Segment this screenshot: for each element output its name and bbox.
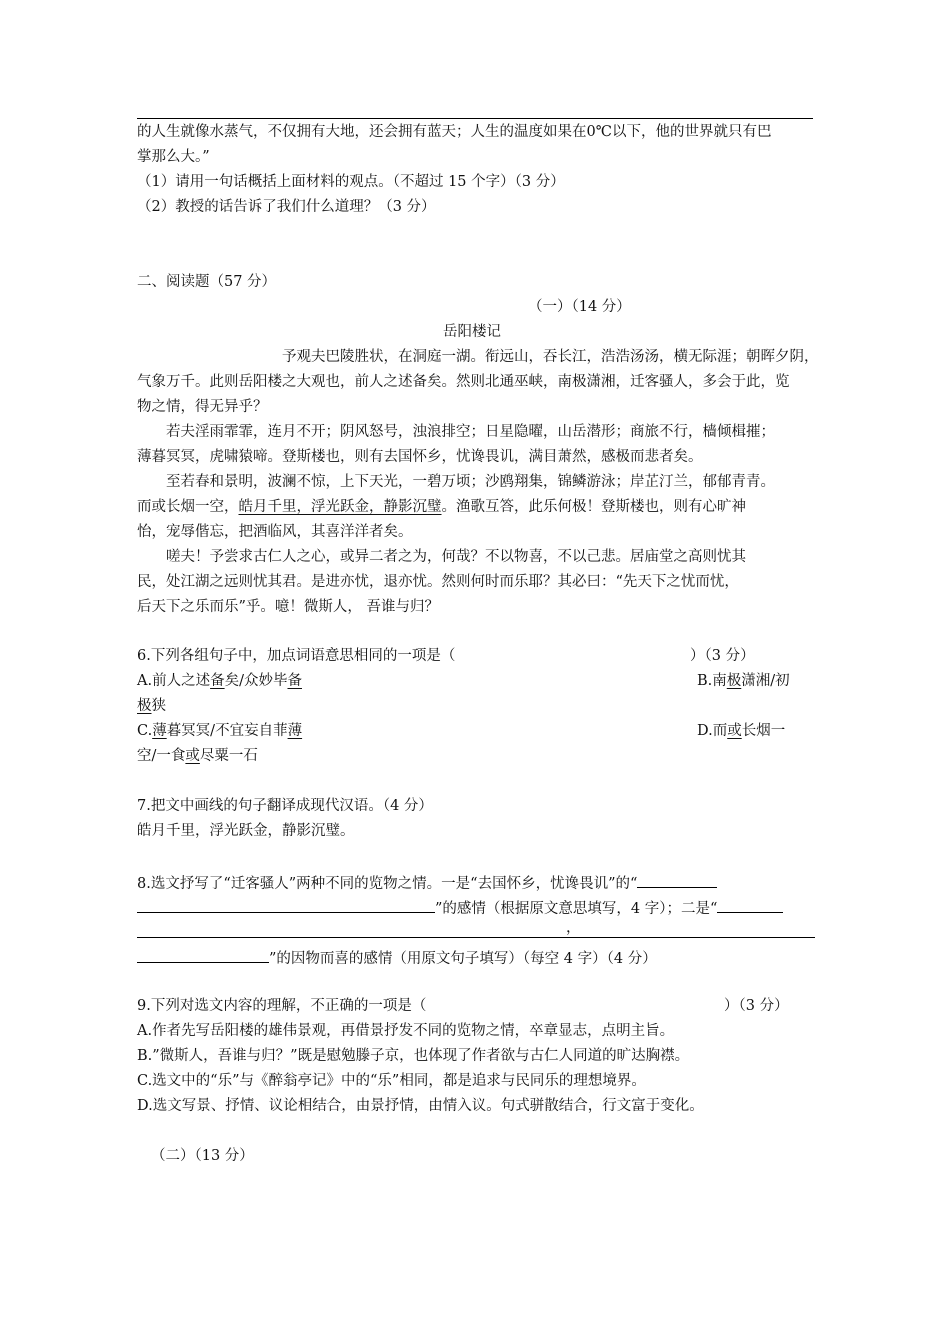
passage-text: 而或长烟一空，: [137, 499, 239, 515]
part-2-label: （二）（13 分）: [151, 1148, 254, 1164]
question-2: （2）教授的话告诉了我们什么道理？（3 分）: [137, 199, 436, 215]
part-1-label: （一）（14 分）: [528, 299, 631, 315]
q8-text: 8.选文抒写了“迁客骚人”两种不同的览物之情。一是“去国怀乡，忧谗畏讥”的“: [137, 876, 638, 892]
option-text: 狭: [151, 698, 166, 714]
option-text: 长烟一: [741, 723, 786, 739]
q9-option-c: C.选文中的“乐”与《醉翁亭记》中的“乐”相同，都是追求与民同乐的理想境界。: [137, 1073, 646, 1089]
option-text: 暮冥冥/不宜妄自菲: [166, 723, 288, 739]
question-1: （1）请用一句话概括上面材料的观点。（不超过 15 个字）（3 分）: [137, 174, 565, 190]
dotted-word: 备: [287, 673, 302, 689]
dotted-word: 或: [727, 723, 742, 739]
passage-line: 嗟夫！予尝求古仁人之心，或异二者之为，何哉？不以物喜，不以己悲。居庙堂之高则忧其: [166, 549, 746, 565]
passage-line: 民，处江湖之远则忧其君。是进亦忧，退亦忧。然则何时而乐耶？其必曰：“先天下之忧而忧，: [137, 574, 739, 590]
answer-blank-line[interactable]: [137, 937, 815, 938]
passage-line: 薄暮冥冥，虎啸猿啼。登斯楼也，则有去国怀乡，忧谗畏讥，满目萧然，感极而悲者矣。: [137, 449, 703, 465]
q6-option-d-wrap: [137, 746, 258, 766]
option-text: 空/一食: [137, 748, 186, 764]
option-text: 矣/众妙毕: [224, 673, 288, 689]
option-text: 潇湘/初: [741, 673, 790, 689]
top-rule: [137, 118, 813, 119]
q9-stem: 9.下列对选文内容的理解，不正确的一项是（: [137, 998, 427, 1014]
q6-option-c: [137, 721, 302, 741]
dotted-word: 薄: [152, 723, 167, 739]
q9-option-d: D.选文写景、抒情、议论相结合，由景抒情，由情入议。句式骈散结合，行文富于变化。: [137, 1098, 704, 1114]
q8-line-4: [137, 946, 657, 969]
passage-line: 后天下之乐而乐”乎。噫！微斯人， 吾谁与归？: [137, 599, 440, 615]
intro-line-1: 的人生就像水蒸气，不仅拥有大地，还会拥有蓝天；人生的温度如果在0℃以下，他的世界就只有巴: [137, 124, 772, 140]
answer-blank[interactable]: [717, 896, 783, 913]
option-text: D.而: [697, 723, 728, 739]
option-text: B.南: [697, 673, 727, 689]
q9-option-b: B.”微斯人，吾谁与归？”既是慰勉滕子京，也体现了作者欲与古仁人同道的旷达胸襟。: [137, 1048, 690, 1064]
passage-text: 。渔歌互答，此乐何极！登斯楼也，则有心旷神: [441, 499, 746, 515]
dotted-word: 薄: [287, 723, 303, 739]
q9-option-a: A.作者先写岳阳楼的雄伟景观，再借景抒发不同的览物之情，卒章显志，点明主旨。: [137, 1023, 675, 1039]
q6-option-b-wrap: [137, 696, 166, 716]
passage-title: 岳阳楼记: [443, 324, 501, 340]
q8-text: ”的因物而喜的感情（用原文句子填写）（每空 4 字）（4 分）: [269, 951, 657, 967]
dotted-word: 极: [726, 673, 742, 689]
q6-option-a: [137, 671, 302, 691]
underlined-sentence: 皓月千里，浮光跃金，静影沉璧: [238, 499, 442, 515]
q9-score: ）（3 分）: [724, 998, 789, 1014]
answer-blank[interactable]: [637, 871, 717, 888]
intro-line-2: 掌那么大。”: [137, 149, 210, 165]
q6-option-d: [697, 721, 785, 741]
passage-line: 至若春和景明，波澜不惊，上下天光，一碧万顷；沙鸥翔集，锦鳞游泳；岸芷汀兰，郁郁青青。: [166, 474, 775, 490]
passage-line: 若夫淫雨霏霏，连月不开；阴风怒号，浊浪排空；日星隐曜，山岳潜形；商旅不行，樯倾楫摧；: [166, 424, 775, 440]
q6-score: ）（3 分）: [690, 648, 755, 664]
passage-line: 怡，宠辱偕忘，把酒临风，其喜洋洋者矣。: [137, 524, 413, 540]
dotted-word: 备: [210, 673, 225, 689]
q8-line-2: [137, 896, 783, 919]
passage-line: 气象万千。此则岳阳楼之大观也，前人之述备矣。然则北通巫峡，南极潇湘，迁客骚人，多会于此，览: [137, 374, 790, 390]
q6-option-b: [697, 671, 790, 691]
q6-stem: 6.下列各组句子中，加点词语意思相同的一项是（: [137, 648, 456, 664]
q8-line-1: [137, 871, 717, 894]
passage-line: [137, 497, 746, 517]
q7-stem: 7.把文中画线的句子翻译成现代汉语。（4 分）: [137, 798, 433, 814]
passage-line: 予观夫巴陵胜状，在洞庭一湖。衔远山，吞长江，浩浩汤汤，横无际涯；朝晖夕阴，: [282, 349, 819, 365]
answer-blank[interactable]: [137, 896, 435, 913]
dotted-word: 极: [137, 698, 152, 714]
option-text: A.前人之述: [137, 673, 211, 689]
q8-comma: ，: [566, 920, 581, 936]
section-heading: 二、阅读题（57 分）: [137, 274, 277, 290]
passage-line: 物之情，得无异乎？: [137, 399, 268, 415]
option-text: 尽粟一石: [199, 748, 258, 764]
q7-sentence: 皓月千里，浮光跃金，静影沉璧。: [137, 823, 355, 839]
answer-blank[interactable]: [137, 946, 269, 963]
dotted-word: 或: [185, 748, 200, 764]
option-text: C.: [137, 723, 153, 739]
q8-text: ”的感情（根据原文意思填写，4 字）；二是“: [435, 901, 718, 917]
